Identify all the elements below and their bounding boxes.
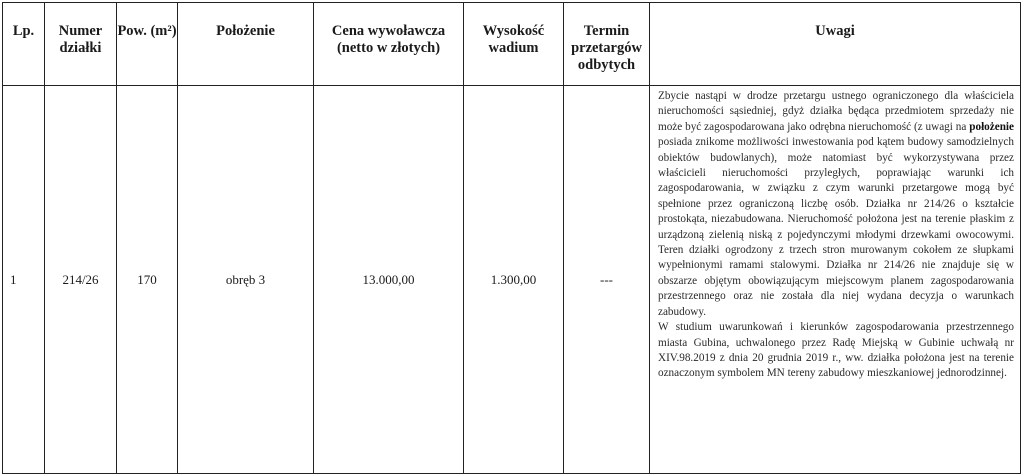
auction-table: [2, 2, 1021, 474]
cell-termin-przetargow: ---: [564, 86, 650, 474]
table-row: [3, 86, 1021, 474]
header-lp: Lp.: [3, 3, 45, 86]
uwagi-p1-text-b: posiada znikome możliwości inwestowania pod kątem budowy samodzielnych obiektów budowlanych), może natomiast być wykorzystywana przez właścicieli nieruchomości przyległych, poprawiając warunki ich zagospodarowania, w związku z czym warunki przetargowe mogą być spełnione przez ograniczoną liczbę osób. Działka nr 214/26 o kształcie prostokąta, niezabudowana. Nieruchomość położona jest na terenie płaskim z urządzoną zielenią niską z pojedynczymi młodymi drzewkami owocowymi. Teren działki ogrodzony z trzech stron murowanym cokołem ze słupkami wypełnionymi ramami stalowymi. Działka nr 214/26 nie znajduje się w obszarze objętym obowiązującym miejscowym planem zagospodarowania przestrzennego oraz nie została dla niej wydana decyzja o warunkach zabudowy.: [658, 136, 1014, 318]
cell-wysokosc-wadium: 1.300,00: [464, 86, 564, 474]
cell-numer-dzialki: 214/26: [45, 86, 117, 474]
header-powierzchnia: Pow. (m²): [117, 3, 178, 86]
header-wysokosc-wadium: Wysokość wadium: [464, 3, 564, 86]
header-numer-dzialki: Numer działki: [45, 3, 117, 86]
cell-uwagi: [650, 86, 1021, 474]
uwagi-paragraph-2: W studium uwarunkowań i kierunków zagospodarowania przestrzennego miasta Gubina, uchwalonego przez Radę Miejską w Gubinie uchwałą nr XIV.98.2019 z dnia 20 grudnia 2019 r., ww. działka położona jest na terenie oznaczonym symbolem MN tereny zabudowy mieszkaniowej jednorodzinnej.: [658, 321, 1014, 380]
header-uwagi: Uwagi: [650, 3, 1021, 86]
uwagi-p1-bold: położenie: [969, 120, 1014, 133]
header-cena-wywolawcza: Cena wywoławcza (netto w złotych): [314, 3, 464, 86]
header-polozenie: Położenie: [178, 3, 314, 86]
cell-polozenie: obręb 3: [178, 86, 314, 474]
header-row: [3, 3, 1021, 86]
header-termin-przetargow: Termin przetargów odbytych: [564, 3, 650, 86]
cell-lp: 1: [3, 86, 45, 474]
cell-powierzchnia: 170: [117, 86, 178, 474]
cell-cena-wywolawcza: 13.000,00: [314, 86, 464, 474]
uwagi-paragraph-1: [658, 89, 1014, 320]
uwagi-p1-text-a: Zbycie nastąpi w drodze przetargu ustnego ograniczonego dla właściciela nieruchomości sąsiedniej, gdyż działka będąca przedmiotem sprzedaży nie może być zagospodarowana jako odrębna nieruchomość (z uwagi na: [658, 90, 1014, 133]
